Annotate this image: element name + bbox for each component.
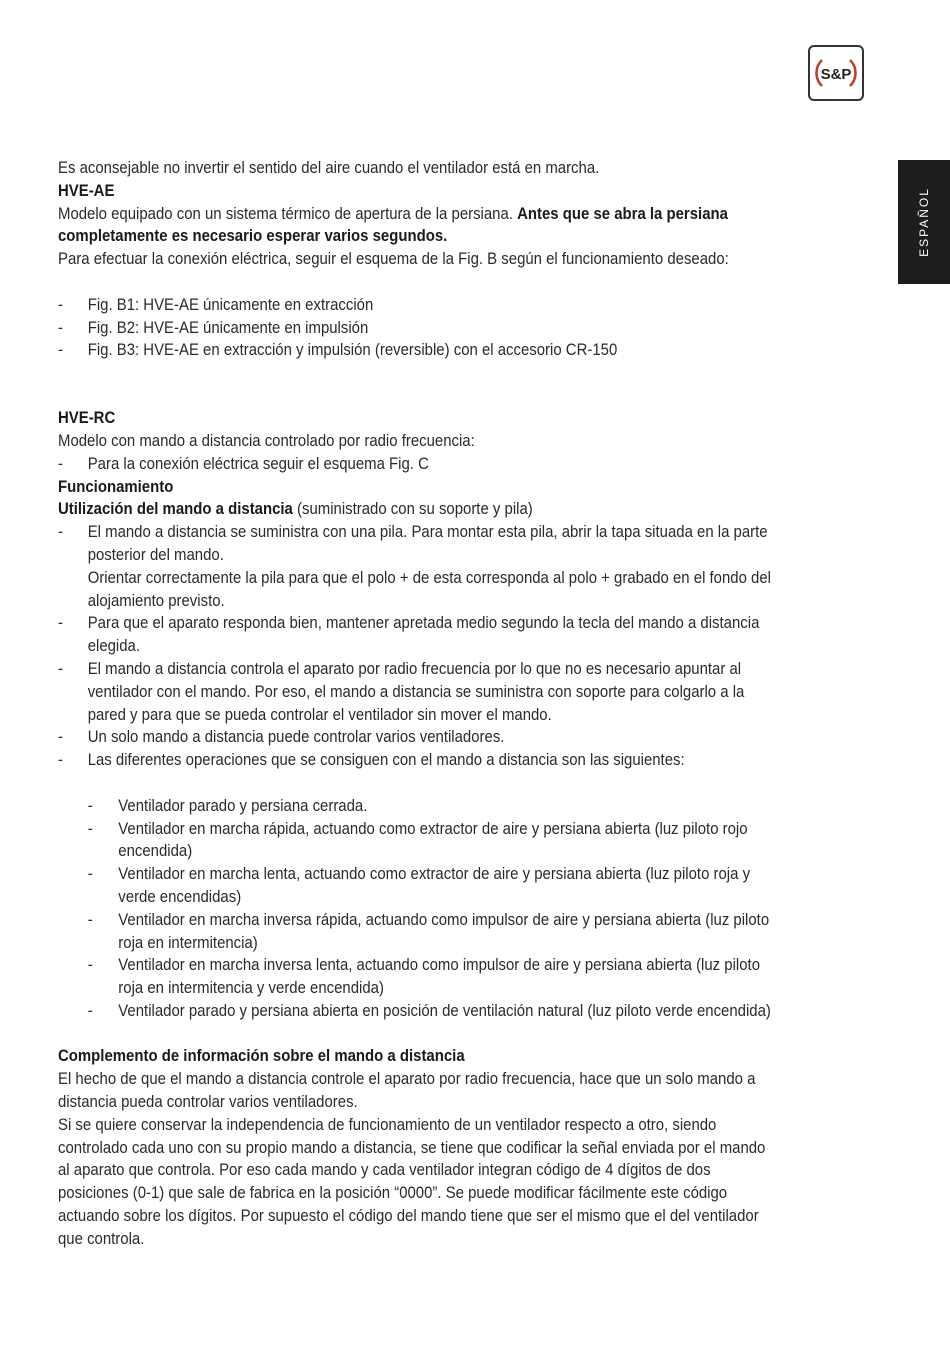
hve-ae-connection: Para efectuar la conexión eléctrica, seguir el esquema de la Fig. B según el funcionamiento deseado:	[58, 249, 729, 269]
utilizacion-note: (suministrado con su soporte y pila)	[292, 499, 533, 519]
sp-logo-icon	[813, 50, 859, 96]
complemento-paragraph: El hecho de que el mando a distancia controle el aparato por radio frecuencia, hace que un solo mando a distancia pueda controlar varios ventiladores.	[58, 1069, 756, 1112]
hve-ae-description	[58, 203, 774, 249]
funcionamiento-heading: Funcionamiento	[58, 476, 174, 496]
fig-item: - Fig. B2: HVE-AE únicamente en impulsión	[58, 317, 774, 340]
fig-item: - Fig. B3: HVE-AE en extracción y impulsión (reversible) con el accesorio CR-150	[58, 339, 774, 362]
hve-ae-heading: HVE-AE	[58, 180, 115, 200]
operation-item: - Ventilador parado y persiana abierta en posición de ventilación natural (luz piloto verde encendida)	[58, 1000, 774, 1023]
mando-item: - Un solo mando a distancia puede controlar varios ventiladores.	[58, 726, 774, 749]
hve-ae-desc-warning: Antes que se abra la persiana completamente es necesario esperar varios segundos.	[58, 203, 728, 246]
logo-text: S&P	[820, 66, 852, 83]
complemento-heading: Complemento de información sobre el mando a distancia	[58, 1046, 465, 1066]
operation-item: - Ventilador parado y persiana cerrada.	[58, 795, 774, 818]
utilizacion-title: Utilización del mando a distancia	[58, 499, 293, 519]
operation-item: - Ventilador en marcha rápida, actuando como extractor de aire y persiana abierta (luz piloto rojo encendida)	[58, 818, 774, 864]
mando-item-continuation: Orientar correctamente la pila para que el polo + de esta corresponda al polo + grabado en el fondo del alojamiento previsto.	[87, 567, 771, 610]
mando-item: - El mando a distancia controla el aparato por radio frecuencia por lo que no es necesario apuntar al ventilador con el mando. Por eso, el mando a distancia se suministra con soporte para colgarlo a la pared y para que se pueda controlar el ventilador sin mover el mando.	[58, 658, 774, 726]
hve-rc-item: - Para la conexión eléctrica seguir el esquema Fig. C	[58, 453, 774, 476]
operation-item: - Ventilador en marcha lenta, actuando como extractor de aire y persiana abierta (luz piloto roja y verde encendidas)	[58, 863, 774, 909]
language-tab	[898, 160, 950, 284]
utilizacion-line	[58, 498, 774, 521]
fig-item: - Fig. B1: HVE-AE únicamente en extracción	[58, 294, 774, 317]
operation-item: - Ventilador en marcha inversa rápida, actuando como impulsor de aire y persiana abierta (luz piloto roja en intermitencia)	[58, 909, 774, 955]
brand-logo	[808, 45, 864, 101]
intro-paragraph: Es aconsejable no invertir el sentido del aire cuando el ventilador está en marcha.	[58, 158, 600, 177]
language-label: ESPAÑOL	[917, 187, 931, 257]
mando-item: - Las diferentes operaciones que se consiguen con el mando a distancia son las siguientes:	[58, 749, 774, 772]
hve-rc-heading: HVE-RC	[58, 408, 116, 428]
complemento-paragraph: Si se quiere conservar la independencia de funcionamiento de un ventilador respecto a otro, siendo controlado cada uno con su propio mando a distancia, se tiene que codificar la señal enviada por el mando al aparato que controla. Por eso cada mando y cada ventilador integran código de 4 dígitos de dos posiciones (0-1) que sale de fabrica en la posición “0000”. Se puede modificar fácilmente este código actuando sobre los dígitos. Por supuesto el código del mando tiene que ser el mismo que el del ventilador que controla.	[58, 1114, 766, 1248]
hve-rc-description: Modelo con mando a distancia controlado por radio frecuencia:	[58, 430, 475, 450]
mando-item: - El mando a distancia se suministra con una pila. Para montar esta pila, abrir la tapa situada en la parte posterior del mando.	[58, 521, 774, 567]
operation-item: - Ventilador en marcha inversa lenta, actuando como impulsor de aire y persiana abierta (luz piloto roja en intermitencia y verde encendida)	[58, 954, 774, 1000]
mando-item: - Para que el aparato responda bien, mantener apretada medio segundo la tecla del mando a distancia elegida.	[58, 612, 774, 658]
document-body	[58, 157, 774, 1251]
hve-ae-desc-text: Modelo equipado con un sistema térmico de apertura de la persiana.	[58, 203, 518, 223]
